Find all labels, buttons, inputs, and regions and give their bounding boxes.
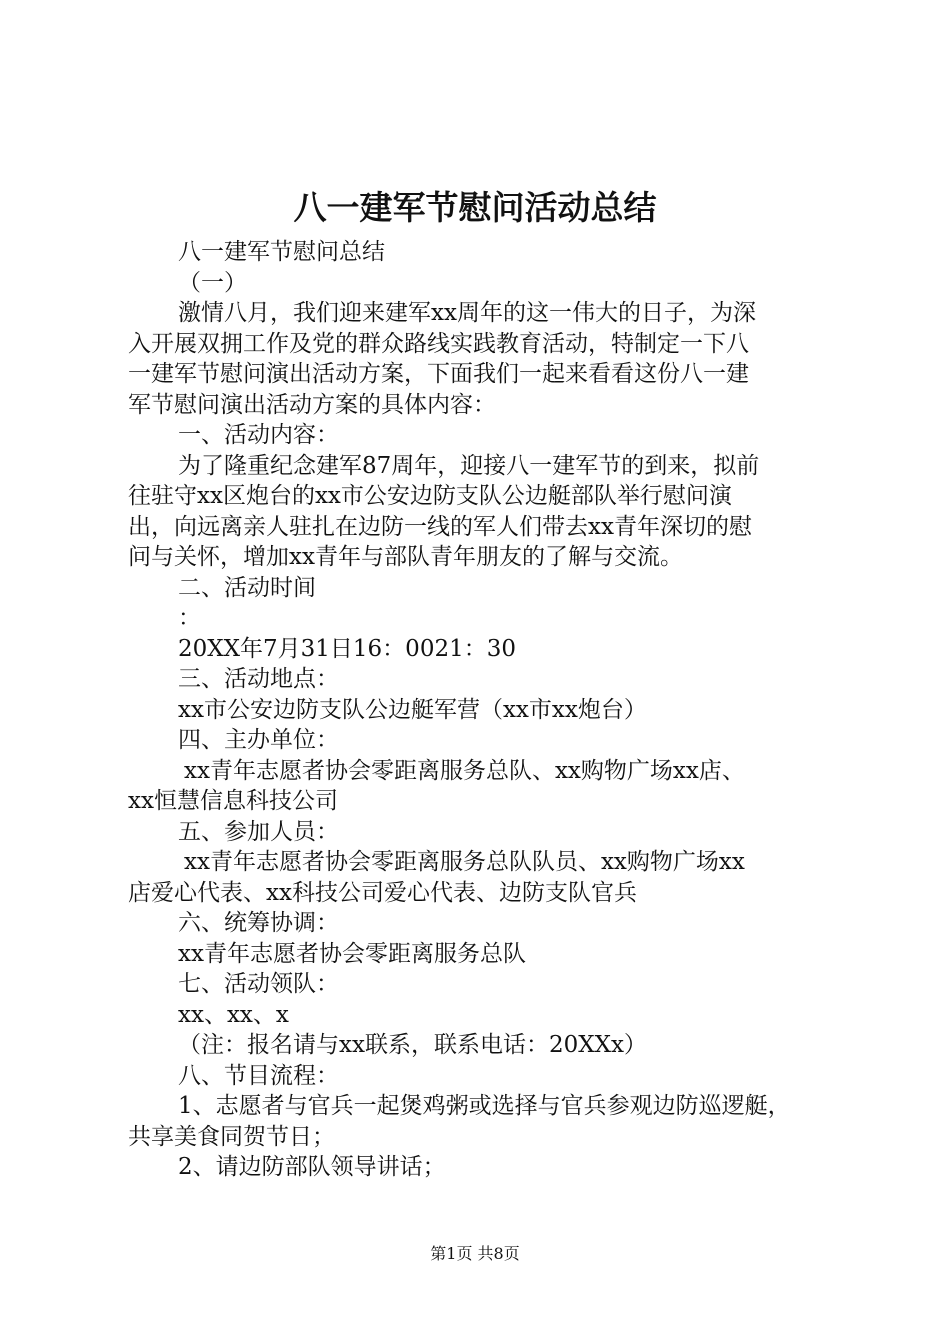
leader-value: xx、xx、x	[178, 1001, 289, 1028]
paragraph-line: 激情八月，我们迎来建军xx周年的这一伟大的日子，为深	[178, 300, 756, 326]
heading-activity-location: 三、活动地点：	[178, 666, 339, 692]
paragraph-line: 军节慰问演出活动方案的具体内容：	[128, 391, 496, 418]
heading-program: 八、节目流程：	[178, 1062, 339, 1089]
program-item: 共享美食同贺节日；	[128, 1123, 335, 1150]
paragraph-line: 一建军节慰问演出活动方案，下面我们一起来看看这份八一建	[128, 361, 749, 387]
subtitle-line: 八一建军节慰问总结	[178, 239, 385, 265]
paragraph-line: 为了隆重纪念建军87周年，迎接八一建军节的到来，拟前	[178, 452, 760, 479]
heading-coordination: 六、统筹协调：	[178, 910, 339, 936]
document-body	[128, 237, 828, 1183]
note-line: （注：报名请与xx联系，联系电话：20XXx）	[178, 1032, 647, 1058]
paragraph-line: 问与关怀，增加xx青年与部队青年朋友的了解与交流。	[128, 544, 683, 570]
paragraph-line: 出，向远离亲人驻扎在边防一线的军人们带去xx青年深切的慰	[128, 513, 752, 540]
paragraph-line: 往驻守xx区炮台的xx市公安边防支队公边艇部队举行慰问演	[128, 483, 732, 509]
coordination-value: xx青年志愿者协会零距离服务总队	[178, 940, 526, 967]
heading-organizer: 四、主办单位：	[178, 727, 339, 753]
heading-activity-time: 二、活动时间	[178, 574, 316, 601]
paragraph-line: ：	[178, 605, 201, 631]
section-number-line: （一）	[178, 269, 247, 296]
participants-value: 店爱心代表、xx科技公司爱心代表、边防支队官兵	[128, 879, 637, 906]
activity-location-value: xx市公安边防支队公边艇军营（xx市xx炮台）	[178, 696, 647, 723]
organizer-value: xx青年志愿者协会零距离服务总队、xx购物广场xx店、	[184, 757, 745, 784]
organizer-value: xx恒慧信息科技公司	[128, 788, 338, 814]
program-item: 2、请边防部队领导讲话；	[178, 1154, 446, 1180]
heading-participants: 五、参加人员：	[178, 818, 339, 845]
document-title: 八一建军节慰问活动总结	[293, 188, 657, 227]
activity-time-value: 20XX年7月31日16：0021：30	[178, 635, 516, 662]
page-footer: 第1页 共8页	[430, 1244, 520, 1263]
heading-activity-content: 一、活动内容：	[178, 422, 339, 448]
paragraph-line: 入开展双拥工作及党的群众路线实践教育活动，特制定一下八	[128, 330, 749, 357]
participants-value: xx青年志愿者协会零距离服务总队队员、xx购物广场xx	[184, 849, 745, 875]
program-item: 1、志愿者与官兵一起煲鸡粥或选择与官兵参观边防巡逻艇，	[178, 1093, 791, 1119]
heading-leader: 七、活动领队：	[178, 971, 339, 997]
